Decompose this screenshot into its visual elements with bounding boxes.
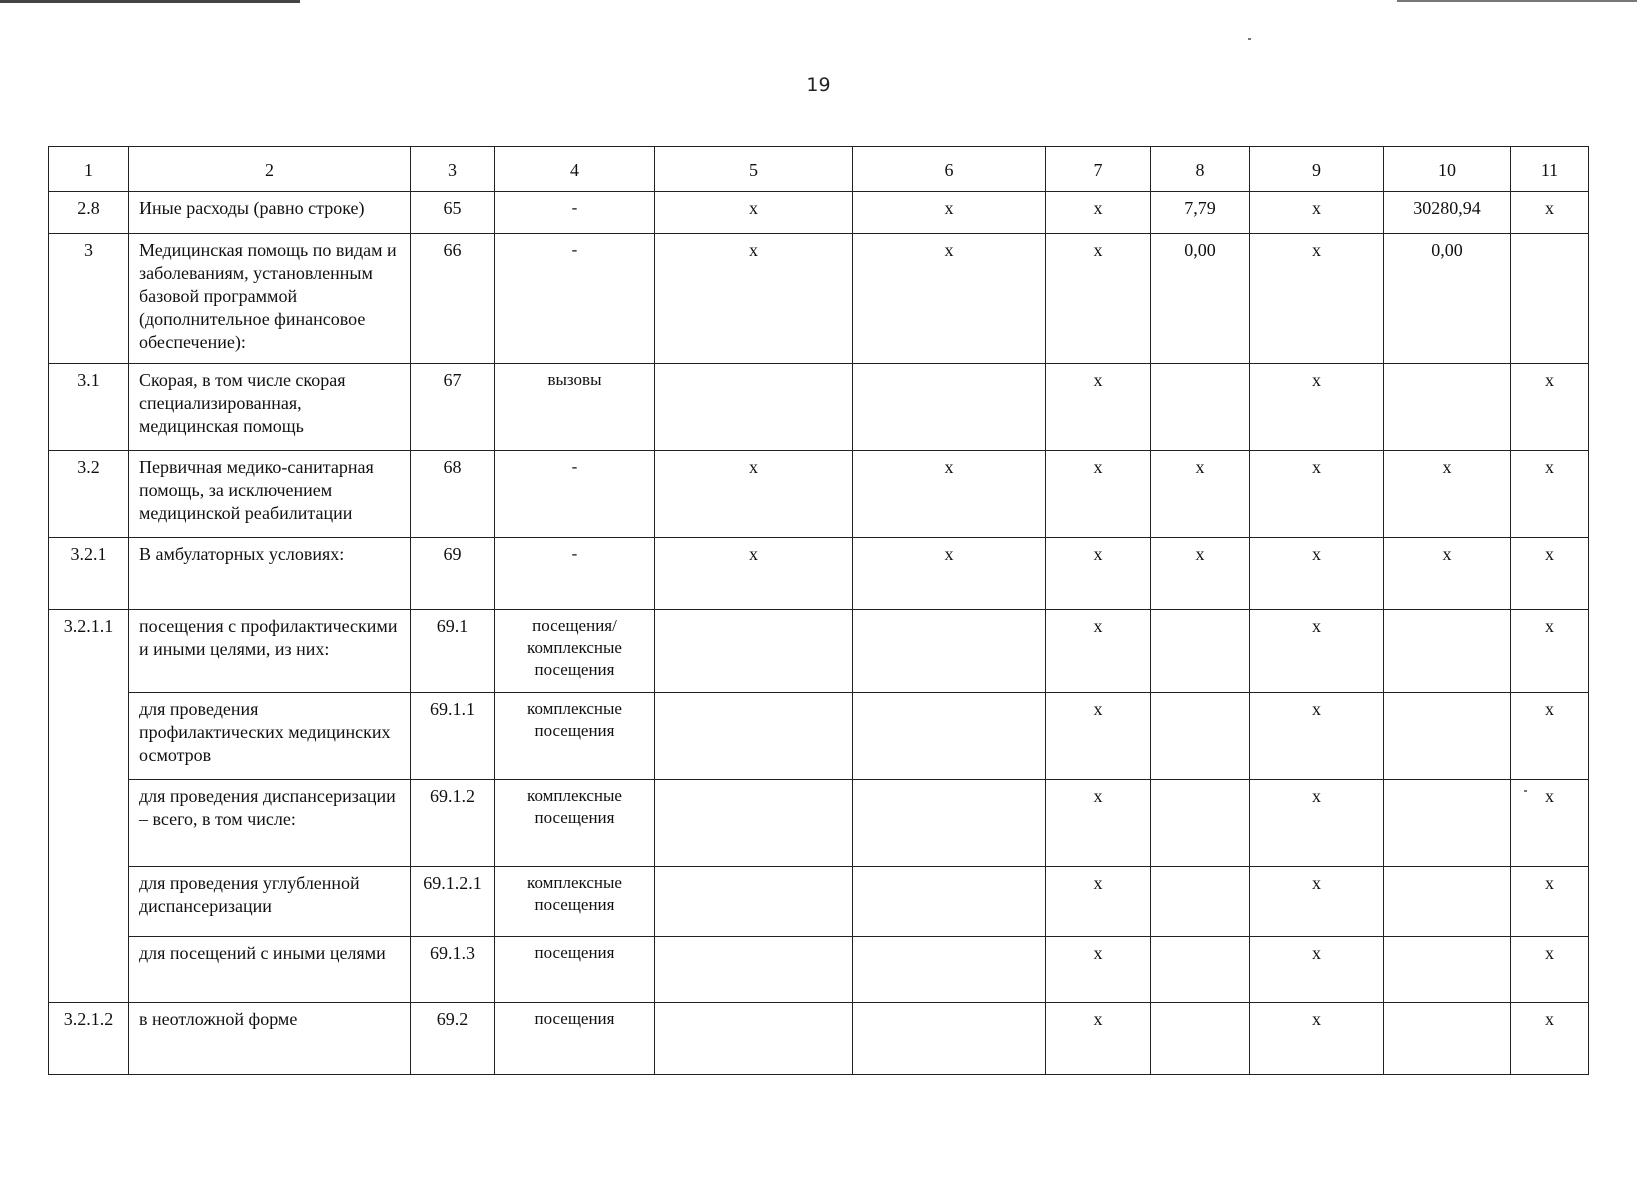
row-label: для посещений с иными целями	[129, 937, 411, 1003]
cell-col-5: х	[655, 234, 853, 364]
cell-col-8: х	[1151, 538, 1250, 610]
cell-col-5	[655, 610, 853, 693]
row-label: для проведения профилактических медицинских осмотров	[129, 693, 411, 780]
table-row	[49, 538, 1589, 610]
unit-of-measure: комплексные посещения	[495, 867, 655, 937]
cell-col-5: х	[655, 192, 853, 234]
header-cell-10: 10	[1384, 147, 1511, 192]
cell-col-9: х	[1250, 610, 1384, 693]
cell-col-10: х	[1384, 538, 1511, 610]
scan-speck	[1248, 38, 1251, 40]
row-label: в неотложной форме	[129, 1003, 411, 1075]
row-number: 2.8	[49, 192, 129, 234]
cell-col-11: х	[1511, 610, 1589, 693]
table-row	[49, 192, 1589, 234]
cell-col-5	[655, 780, 853, 867]
header-cell-4: 4	[495, 147, 655, 192]
cell-col-11: х	[1511, 538, 1589, 610]
line-code: 69.1.3	[411, 937, 495, 1003]
cell-col-6: х	[853, 234, 1046, 364]
cell-col-5	[655, 867, 853, 937]
cell-col-11: х	[1511, 364, 1589, 451]
cell-col-8: 0,00	[1151, 234, 1250, 364]
header-cell-3: 3	[411, 147, 495, 192]
table-row	[49, 780, 1589, 867]
header-cell-6: 6	[853, 147, 1046, 192]
table-row	[49, 610, 1589, 693]
cell-col-10	[1384, 1003, 1511, 1075]
cell-col-9: х	[1250, 937, 1384, 1003]
cell-col-8	[1151, 610, 1250, 693]
cell-col-6	[853, 364, 1046, 451]
scan-edge-top-right	[1397, 0, 1637, 2]
header-cell-11: 11	[1511, 147, 1589, 192]
line-code: 69.1.2	[411, 780, 495, 867]
cell-col-8	[1151, 364, 1250, 451]
cell-col-8	[1151, 867, 1250, 937]
line-code: 69.1	[411, 610, 495, 693]
cell-col-6	[853, 937, 1046, 1003]
cell-col-7: х	[1046, 937, 1151, 1003]
cell-col-9: х	[1250, 780, 1384, 867]
row-number: 3	[49, 234, 129, 364]
header-cell-7: 7	[1046, 147, 1151, 192]
header-cell-1: 1	[49, 147, 129, 192]
cell-col-9: х	[1250, 234, 1384, 364]
row-number: 3.2.1.2	[49, 1003, 129, 1075]
unit-of-measure: -	[495, 538, 655, 610]
cell-col-10	[1384, 867, 1511, 937]
row-number: 3.2.1	[49, 538, 129, 610]
cell-col-10: 30280,94	[1384, 192, 1511, 234]
cell-col-11: х	[1511, 1003, 1589, 1075]
cell-col-7: х	[1046, 234, 1151, 364]
line-code: 68	[411, 451, 495, 538]
row-label: Первичная медико-санитарная помощь, за исключением медицинской реабилитации	[129, 451, 411, 538]
cell-col-8	[1151, 693, 1250, 780]
row-label: В амбулаторных условиях:	[129, 538, 411, 610]
unit-of-measure: посещения	[495, 937, 655, 1003]
cell-col-7: х	[1046, 867, 1151, 937]
cell-col-6	[853, 1003, 1046, 1075]
header-cell-5: 5	[655, 147, 853, 192]
cell-col-5	[655, 1003, 853, 1075]
cell-col-10	[1384, 693, 1511, 780]
unit-of-measure: комплексные посещения	[495, 780, 655, 867]
header-cell-8: 8	[1151, 147, 1250, 192]
cell-col-5	[655, 693, 853, 780]
document-table-container	[48, 146, 1588, 1075]
row-label: Медицинская помощь по видам и заболеваниям, установленным базовой программой (дополнительное финансовое обеспечение):	[129, 234, 411, 364]
cell-col-7: х	[1046, 451, 1151, 538]
cell-col-11: х	[1511, 780, 1589, 867]
row-number: 3.1	[49, 364, 129, 451]
scan-edge-top-left	[0, 0, 300, 3]
row-number: 3.2	[49, 451, 129, 538]
cell-col-10	[1384, 937, 1511, 1003]
table-row	[49, 867, 1589, 937]
cell-col-8	[1151, 937, 1250, 1003]
cell-col-6	[853, 780, 1046, 867]
cell-col-7: х	[1046, 610, 1151, 693]
table-row	[49, 234, 1589, 364]
cell-col-7: х	[1046, 364, 1151, 451]
unit-of-measure: комплексные посещения	[495, 693, 655, 780]
cell-col-6: х	[853, 538, 1046, 610]
cell-col-10	[1384, 610, 1511, 693]
cell-col-6	[853, 610, 1046, 693]
row-label: для проведения углубленной диспансеризации	[129, 867, 411, 937]
cell-col-11	[1511, 234, 1589, 364]
line-code: 66	[411, 234, 495, 364]
cell-col-11: х	[1511, 451, 1589, 538]
cell-col-10: х	[1384, 451, 1511, 538]
cell-col-11: х	[1511, 867, 1589, 937]
row-label: Иные расходы (равно строке)	[129, 192, 411, 234]
cell-col-7: х	[1046, 693, 1151, 780]
header-cell-2: 2	[129, 147, 411, 192]
line-code: 69.1.2.1	[411, 867, 495, 937]
row-label: посещения с профилактическими и иными целями, из них:	[129, 610, 411, 693]
cell-col-11: х	[1511, 192, 1589, 234]
cell-col-8	[1151, 1003, 1250, 1075]
cell-col-5: х	[655, 538, 853, 610]
cell-col-6: х	[853, 192, 1046, 234]
cell-col-10	[1384, 780, 1511, 867]
table-row	[49, 693, 1589, 780]
unit-of-measure: -	[495, 234, 655, 364]
table-row	[49, 937, 1589, 1003]
table-row	[49, 451, 1589, 538]
cell-col-7: х	[1046, 192, 1151, 234]
cell-col-5	[655, 937, 853, 1003]
line-code: 69.2	[411, 1003, 495, 1075]
cell-col-6: х	[853, 451, 1046, 538]
cell-col-7: х	[1046, 538, 1151, 610]
line-code: 67	[411, 364, 495, 451]
cell-col-10: 0,00	[1384, 234, 1511, 364]
header-cell-9: 9	[1250, 147, 1384, 192]
scan-speck	[1524, 790, 1527, 792]
unit-of-measure: -	[495, 451, 655, 538]
row-label: для проведения диспансеризации – всего, в том числе:	[129, 780, 411, 867]
page-number: 19	[806, 74, 831, 96]
cell-col-9: х	[1250, 693, 1384, 780]
unit-of-measure: посещения	[495, 1003, 655, 1075]
line-code: 69.1.1	[411, 693, 495, 780]
cell-col-7: х	[1046, 1003, 1151, 1075]
cell-col-8: 7,79	[1151, 192, 1250, 234]
cell-col-10	[1384, 364, 1511, 451]
unit-of-measure: -	[495, 192, 655, 234]
line-code: 69	[411, 538, 495, 610]
line-code: 65	[411, 192, 495, 234]
row-number: 3.2.1.1	[49, 610, 129, 1003]
cell-col-6	[853, 867, 1046, 937]
unit-of-measure: вызовы	[495, 364, 655, 451]
cell-col-5	[655, 364, 853, 451]
financial-table	[48, 146, 1589, 1075]
cell-col-9: х	[1250, 867, 1384, 937]
cell-col-8	[1151, 780, 1250, 867]
cell-col-7: х	[1046, 780, 1151, 867]
cell-col-11: х	[1511, 693, 1589, 780]
cell-col-5: х	[655, 451, 853, 538]
cell-col-8: х	[1151, 451, 1250, 538]
row-label: Скорая, в том числе скорая специализированная, медицинская помощь	[129, 364, 411, 451]
table-row	[49, 1003, 1589, 1075]
cell-col-11: х	[1511, 937, 1589, 1003]
cell-col-9: х	[1250, 364, 1384, 451]
cell-col-9: х	[1250, 192, 1384, 234]
cell-col-9: х	[1250, 538, 1384, 610]
table-row	[49, 364, 1589, 451]
table-header-row	[49, 147, 1589, 192]
cell-col-9: х	[1250, 451, 1384, 538]
cell-col-6	[853, 693, 1046, 780]
cell-col-9: х	[1250, 1003, 1384, 1075]
unit-of-measure: посещения/ комплексные посещения	[495, 610, 655, 693]
